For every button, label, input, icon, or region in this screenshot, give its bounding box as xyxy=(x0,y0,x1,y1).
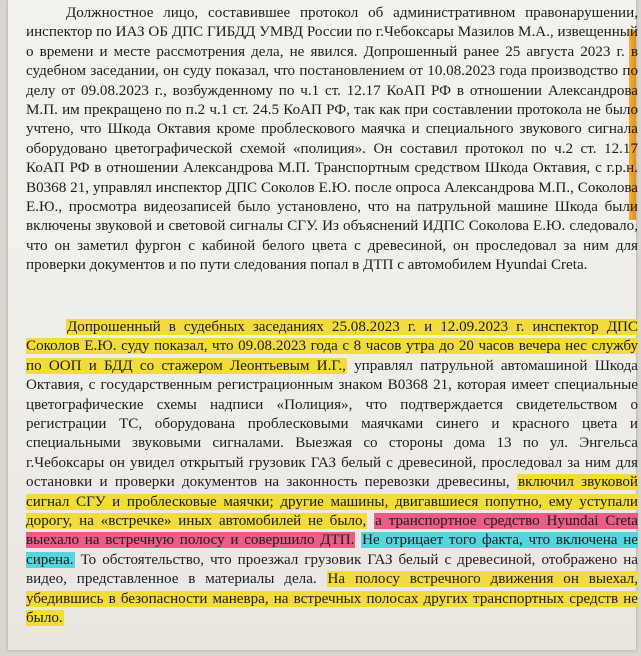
highlight-yellow-3: На полосу встречного движения он выехал, убедившись в безопасности маневра, на встречных полосах других транспортных средств не было. xyxy=(26,571,638,627)
highlight-yellow-2: включил звуковой сигнал СГУ и проблесковые маячки; другие машины, двигавшиеся попутно, ему уступали дорогу, на «встречке» иных автомобилей не было, xyxy=(26,474,638,530)
highlight-cyan-1: Не отрицает того факта, что включена не сирена. xyxy=(26,532,638,568)
document-page xyxy=(8,0,639,650)
paragraph-1-text: Должностное лицо, составившее протокол об административном правонарушении, инспектор по ИАЗ ОБ ДПС ГИБДД УМВД России по г.Чебоксары Мазилов М.А., извещенный о времени и месте рассмотрения дела, не явился. Допрошенный ранее 25 августа 2023 г. в судебном заседании, он суду показал, что постановлением от 10.08.2023 года производство по делу от 09.08.2023 г., возбужденному по ч.1 ст. 12.17 КоАП РФ в отношении Александрова М.П. им прекращено по п.2 ч.1 ст. 24.5 КоАП РФ, так как при составлении протокола не было учтено, что Шкода Октавия кроме проблескового маячка и специального звукового сигнала оборудовано цветографической схемой «полиция». Он составил протокол по ч.2 ст. 12.17 КоАП РФ в отношении Александрова М.П. Транспортным средством Шкода Октавия, с г.р.н. В0368 21, управлял инспектор ДПС Соколов Е.Ю. после опроса Александрова М.П., Соколова Е.Ю., просмотра видеозаписей было установлено, что на патрульной машине Шкода были включены звуковой и световой сигналы СГУ. Из объяснений ИДПС Соколова Е.Ю. следовало, что он заметил фургон с кабиной белого цвета с древесиной, он проследовал за ним для проверки документов и по пути следования попал в ДТП с автомобилем Hyundai Creta. xyxy=(26,5,638,274)
paragraph-officer-testimony xyxy=(26,4,638,276)
plain-text-1: управлял патрульной автомашиной Шкода Октавия, с государственным регистрационным знаком В0368 21, которая имеет специальные цветографические схемы надписи «Полиция», что подтверждается свидетельством о регистрации ТС, оборудована проблесковыми маячками синего и красного цвета и специальными звуковыми сигналами. Выезжая со стороны дома 13 по ул. Энгельса г.Чебоксары он увидел открытый грузовик ГАЗ белый с древесиной, проследовал за ним для остановки и проверки документов на законность перевозки древесины, xyxy=(26,357,638,491)
plain-text-4: То обстоятельство, что проезжал грузовик ГАЗ белый с древесиной, отображено на видео, представленное в материалы дела. xyxy=(26,551,638,588)
highlight-yellow-1: Допрошенный в судебных заседаниях 25.08.2023 г. и 12.09.2023 г. инспектор ДПС Соколов Е.Ю. суду показал, что 09.08.2023 года с 8 часов утра до 20 часов вечера нес службу по ООП и БДД со стажером Леонтьевым И.Г., xyxy=(26,319,638,374)
paragraph-inspector-testimony xyxy=(26,318,638,629)
highlight-pink-1: а транспортное средство Hyundai Creta выехало на встречную полосу и совершило ДТП. xyxy=(26,513,639,549)
